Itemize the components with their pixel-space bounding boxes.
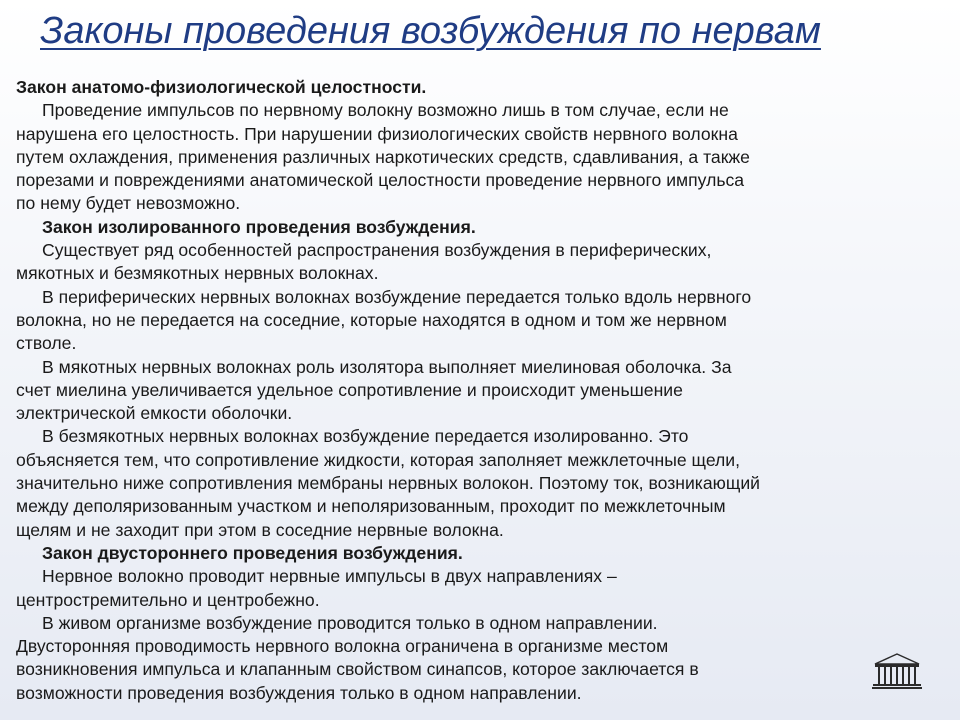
law-heading: Закон двустороннего проведения возбуждения. bbox=[42, 542, 463, 563]
paragraph-line: электрической емкости оболочки. bbox=[16, 403, 293, 424]
slide-body-text bbox=[16, 76, 960, 720]
paragraph-line: возможности проведения возбуждения только в одном направлении. bbox=[16, 682, 582, 703]
paragraph-line: между деполяризованным участком и неполяризованным, проходит по межклеточным bbox=[16, 496, 726, 517]
paragraph-line: В мякотных нервных волокнах роль изолятора выполняет миелиновая оболочка. За bbox=[42, 356, 732, 377]
paragraph-line: Проведение импульсов по нервному волокну возможно лишь в том случае, если не bbox=[42, 100, 729, 121]
law-heading: Закон изолированного проведения возбуждения. bbox=[42, 216, 476, 237]
paragraph-line: Существует ряд особенностей распространения возбуждения в периферических, bbox=[42, 240, 712, 261]
paragraph-line: значительно ниже сопротивления мембраны нервных волокон. Поэтому ток, возникающий bbox=[16, 473, 760, 494]
paragraph-line: возникновения импульса и клапанным свойством синапсов, которое заключается в bbox=[16, 659, 699, 680]
paragraph-line: объясняется тем, что сопротивление жидкости, которая заполняет межклеточные щели, bbox=[16, 449, 741, 470]
paragraph-line: щелям и не заходит при этом в соседние нервные волокна. bbox=[16, 519, 504, 540]
paragraph-line: В живом организме возбуждение проводится только в одном направлении. bbox=[42, 612, 658, 633]
paragraph-line: В безмякотных нервных волокнах возбуждение передается изолированно. Это bbox=[42, 426, 689, 447]
slide-title: Законы проведения возбуждения по нервам bbox=[40, 10, 821, 52]
paragraph-line: порезами и повреждениями анатомической целостности проведение нервного импульса bbox=[16, 170, 745, 191]
paragraph-line: Нервное волокно проводит нервные импульсы в двух направлениях – bbox=[42, 566, 617, 587]
paragraph-line: мякотных и безмякотных нервных волокнах. bbox=[16, 263, 379, 284]
law-heading: Закон анатомо-физиологической целостности. bbox=[16, 77, 427, 97]
paragraph-line: волокна, но не передается на соседние, которые находятся в одном и том же нервном bbox=[16, 309, 727, 330]
paragraph-line: путем охлаждения, применения различных наркотических средств, сдавливания, а также bbox=[16, 146, 750, 167]
paragraph-line: Двусторонняя проводимость нервного волокна ограничена в организме местом bbox=[16, 636, 669, 657]
paragraph-line: счет миелина увеличивается удельное сопротивление и происходит уменьшение bbox=[16, 379, 683, 400]
paragraph-line: В периферических нервных волокнах возбуждение передается только вдоль нервного bbox=[42, 286, 752, 307]
building-emblem-icon bbox=[872, 652, 922, 690]
paragraph-line: нарушена его целостность. При нарушении физиологических свойств нервного волокна bbox=[16, 123, 738, 144]
paragraph-line: стволе. bbox=[16, 333, 77, 354]
paragraph-line: по нему будет невозможно. bbox=[16, 193, 241, 214]
paragraph-line: центростремительно и центробежно. bbox=[16, 589, 320, 610]
